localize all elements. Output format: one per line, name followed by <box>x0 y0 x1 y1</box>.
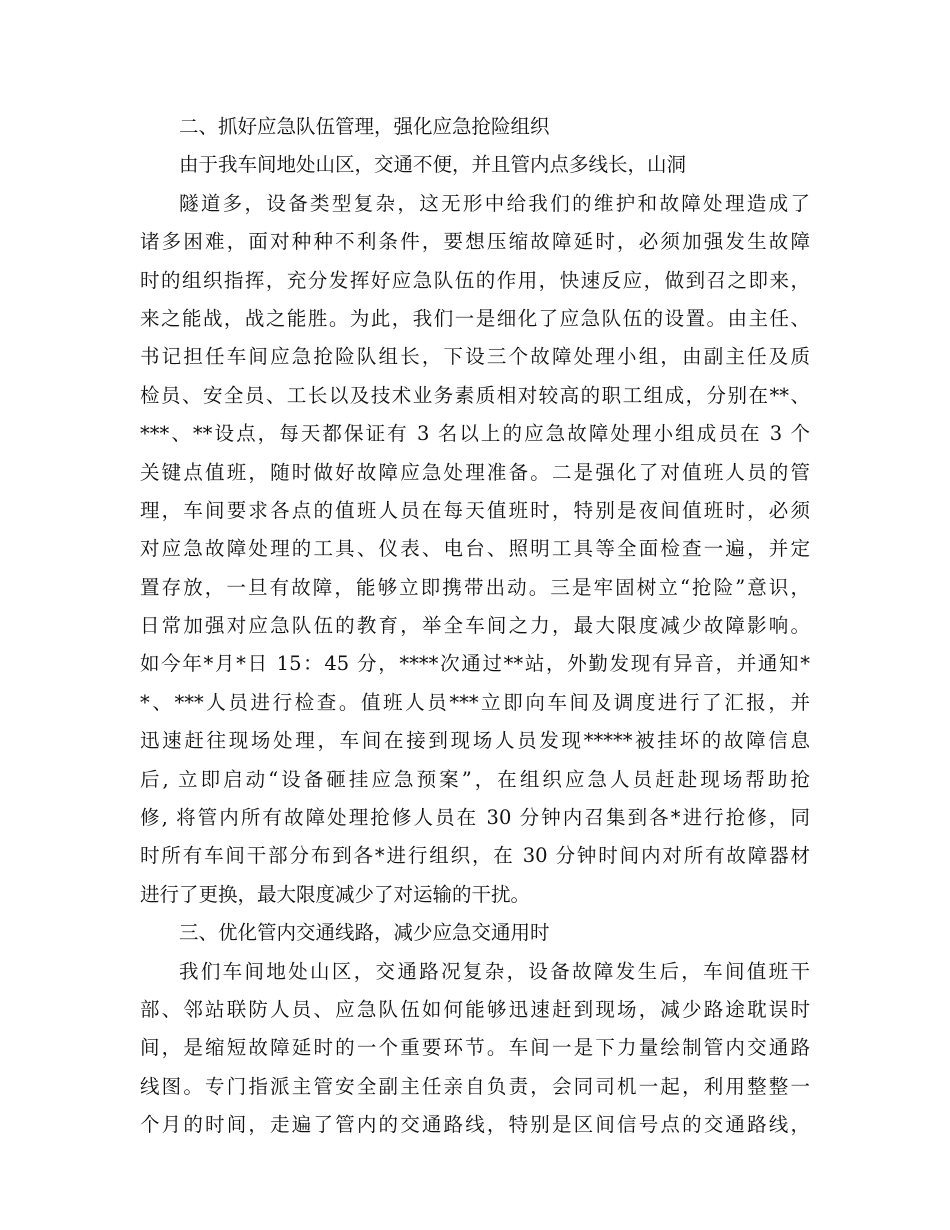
paragraph-line: 书记担任车间应急抢险队组长，下设三个故障处理小组，由副主任及质 <box>140 345 810 369</box>
paragraph-line: 日常加强对应急队伍的教育，举全车间之力，最大限度减少故障影响。 <box>140 614 810 638</box>
paragraph-line: 我们车间地处山区，交通路况复杂，设备故障发生后，车间值班干 <box>179 959 810 983</box>
paragraph-line: 修, 将管内所有故障处理抢修人员在 30 分钟内召集到各*进行抢修，同 <box>140 806 810 830</box>
paragraph-line: *、***人员进行检查。值班人员***立即向车间及调度进行了汇报，并 <box>140 690 810 714</box>
paragraph-line: 个月的时间，走遍了管内的交通路线，特别是区间信号点的交通路线， <box>140 1113 810 1137</box>
paragraph-line: 检员、安全员、工长以及技术业务素质相对较高的职工组成，分别在**、 <box>140 383 810 407</box>
section-heading-3: 三、优化管内交通线路，减少应急交通用时 <box>179 921 550 945</box>
paragraph-line: 部、邻站联防人员、应急队伍如何能够迅速赶到现场，减少路途耽误时 <box>140 997 810 1021</box>
paragraph-line: 线图。专门指派主管安全副主任亲自负责，会同司机一起，利用整整一 <box>140 1074 810 1098</box>
paragraph-line: 来之能战，战之能胜。为此，我们一是细化了应急队伍的设置。由主任、 <box>140 306 810 330</box>
paragraph-line: 诸多困难，面对种种不利条件，要想压缩故障延时，必须加强发生故障 <box>140 230 810 254</box>
paragraph-line: 时的组织指挥，充分发挥好应急队伍的作用，快速反应，做到召之即来， <box>140 268 810 292</box>
paragraph-line: 后, 立即启动“设备砸挂应急预案”，在组织应急人员赶赴现场帮助抢 <box>140 767 810 791</box>
paragraph-line: 对应急故障处理的工具、仪表、电台、照明工具等全面检查一遍，并定 <box>140 537 810 561</box>
paragraph-line: 由于我车间地处山区，交通不便，并且管内点多线长，山洞 <box>179 153 687 177</box>
section-heading-2: 二、抓好应急队伍管理，强化应急抢险组织 <box>179 115 550 138</box>
document-body <box>140 108 810 1145</box>
paragraph-line: 置存放，一旦有故障，能够立即携带出动。三是牢固树立“抢险”意识， <box>140 575 810 599</box>
paragraph-line: 间，是缩短故障延时的一个重要环节。车间一是下力量绘制管内交通路 <box>140 1036 810 1060</box>
paragraph-line: 如今年*月*日 15：45 分，****次通过**站，外勤发现有异音，并通知* <box>140 652 810 676</box>
paragraph-line: 进行了更换，最大限度减少了对运输的干扰。 <box>140 882 531 906</box>
paragraph-line: 迅速赶往现场处理，车间在接到现场人员发现*****被挂坏的故障信息 <box>140 729 810 753</box>
paragraph-line: 时所有车间干部分布到各*进行组织，在 30 分钟时间内对所有故障器材 <box>140 844 810 868</box>
paragraph-line: 关键点值班，随时做好故障应急处理准备。二是强化了对值班人员的管 <box>140 460 810 484</box>
paragraph-line: 隧道多，设备类型复杂，这无形中给我们的维护和故障处理造成了 <box>179 191 810 215</box>
paragraph-line: ***、**设点，每天都保证有 3 名以上的应急故障处理小组成员在 3 个 <box>140 422 810 446</box>
paragraph-line: 理，车间要求各点的值班人员在每天值班时，特别是夜间值班时，必须 <box>140 498 810 522</box>
